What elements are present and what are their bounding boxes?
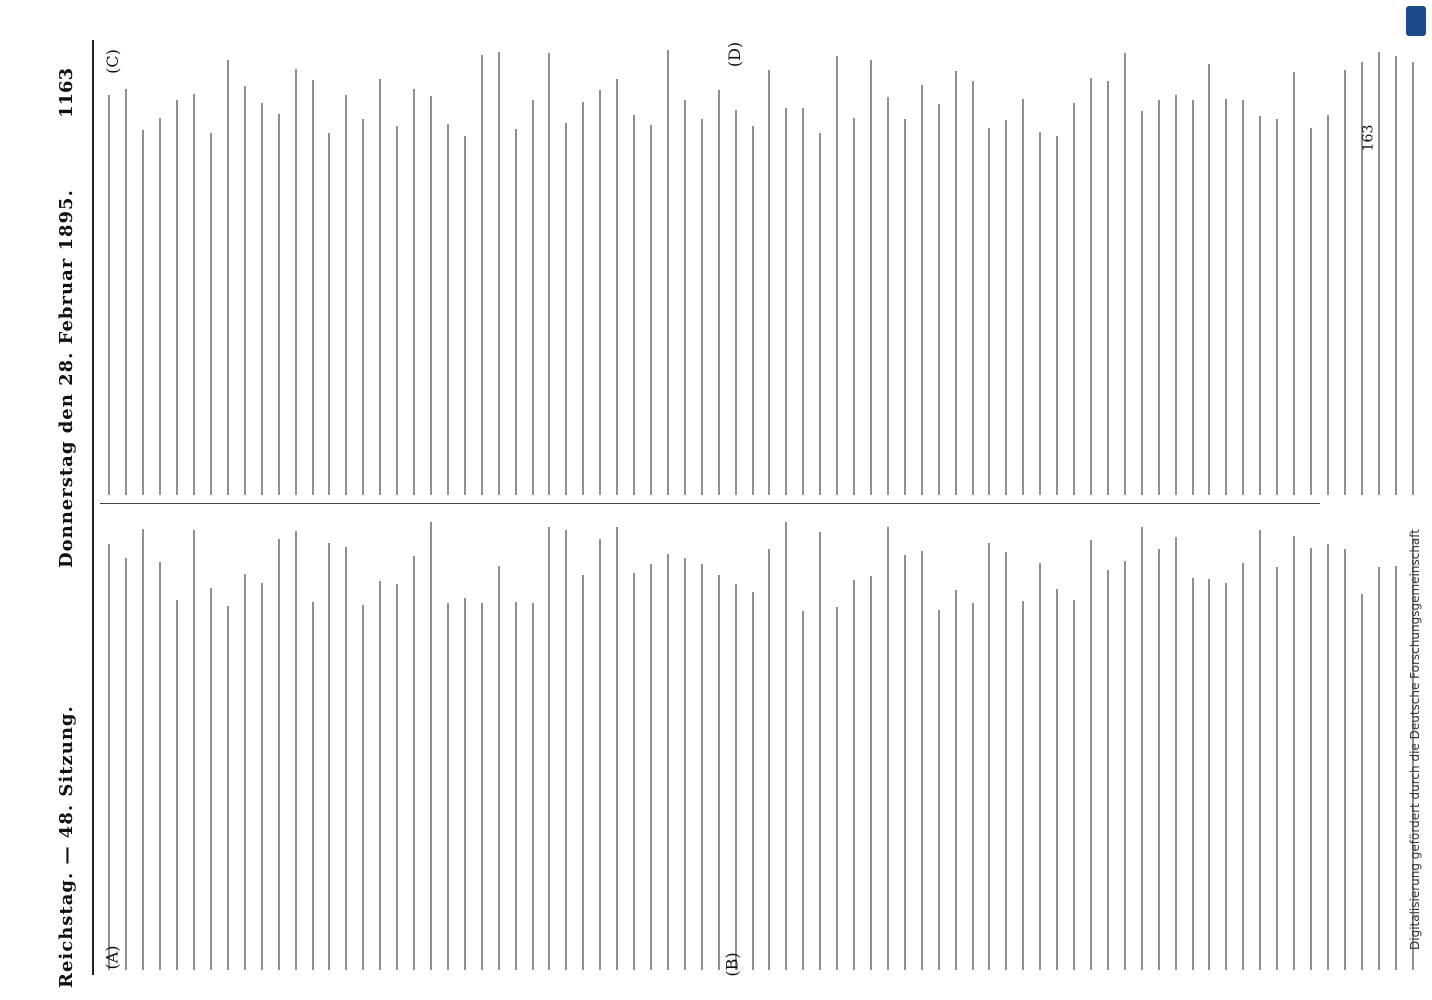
text-line [904, 119, 906, 495]
running-header [46, 28, 86, 988]
text-line [701, 119, 703, 495]
text-line [413, 89, 415, 495]
text-line [921, 551, 923, 970]
text-line [1259, 116, 1261, 495]
digitization-notice [1404, 30, 1428, 980]
text-line [1208, 579, 1210, 970]
text-line [1192, 100, 1194, 495]
text-line [1310, 548, 1312, 970]
text-line [328, 543, 330, 970]
text-line [853, 118, 855, 495]
text-line [548, 53, 550, 495]
text-line [464, 598, 466, 970]
text-line [1327, 544, 1329, 970]
text-line [752, 592, 754, 970]
text-line [565, 530, 567, 970]
margin-letter-d: (D) [725, 41, 745, 68]
text-line [548, 527, 550, 970]
text-line [616, 527, 618, 970]
text-line [447, 603, 449, 970]
text-line [1378, 52, 1380, 495]
text-line [159, 118, 161, 495]
text-line [1005, 552, 1007, 970]
text-line [1107, 570, 1109, 970]
text-line [921, 85, 923, 495]
text-line [227, 606, 229, 970]
text-line [498, 566, 500, 970]
text-line [193, 530, 195, 970]
text-line [1395, 56, 1397, 495]
text-line [261, 103, 263, 495]
text-line [1276, 119, 1278, 495]
header-date: Donnerstag den 28. Februar 1895. [56, 189, 77, 568]
text-line [718, 90, 720, 495]
text-line [972, 81, 974, 495]
text-line [142, 529, 144, 970]
text-line [1056, 136, 1058, 495]
text-line [1175, 537, 1177, 970]
text-line [1056, 589, 1058, 970]
page-number: 1163 [56, 67, 77, 118]
text-line [785, 522, 787, 970]
text-line [938, 104, 940, 495]
text-line [379, 79, 381, 495]
header-rule [92, 40, 94, 975]
header-session: Reichstag. — 48. Sitzung. [56, 705, 77, 988]
text-line [108, 95, 110, 495]
text-line [295, 69, 297, 495]
text-line [515, 129, 517, 495]
text-line [1039, 132, 1041, 495]
text-line [345, 547, 347, 970]
text-line [684, 100, 686, 495]
text-line [1293, 536, 1295, 970]
text-line [650, 125, 652, 495]
text-line [1124, 561, 1126, 970]
text-line [379, 581, 381, 970]
text-line [1242, 563, 1244, 970]
text-line [430, 522, 432, 970]
text-line [1293, 72, 1295, 495]
text-line [244, 86, 246, 495]
text-line [1005, 120, 1007, 495]
text-line [295, 531, 297, 970]
text-column-left [100, 510, 1420, 970]
text-line [938, 610, 940, 970]
text-line [447, 124, 449, 495]
margin-letter-c: (C) [102, 49, 122, 74]
text-line [870, 60, 872, 495]
text-line [362, 119, 364, 495]
text-line [498, 52, 500, 495]
text-line [345, 95, 347, 495]
text-line [1310, 128, 1312, 495]
text-line [1378, 567, 1380, 970]
text-line [1276, 567, 1278, 970]
text-line [312, 80, 314, 495]
text-line [227, 60, 229, 495]
text-line [955, 590, 957, 970]
text-line [1208, 64, 1210, 495]
text-line [887, 97, 889, 495]
text-line [972, 603, 974, 970]
text-line [1039, 563, 1041, 970]
text-line [1158, 549, 1160, 970]
text-line [802, 108, 804, 495]
margin-letter-a: (A) [102, 945, 122, 970]
text-line [193, 94, 195, 495]
text-line [667, 554, 669, 970]
text-line [176, 600, 178, 970]
text-line [1259, 530, 1261, 970]
digitization-text: Digitalisierung gefördert durch die Deutsche Forschungsgemeinschaft [1408, 528, 1422, 950]
text-line [362, 605, 364, 970]
text-line [396, 584, 398, 970]
text-line [125, 558, 127, 970]
text-line [684, 558, 686, 970]
text-line [481, 603, 483, 970]
text-line [785, 108, 787, 495]
text-line [176, 100, 178, 495]
text-line [988, 543, 990, 970]
text-line [887, 527, 889, 970]
text-line [599, 539, 601, 970]
text-line [244, 574, 246, 970]
text-line [667, 50, 669, 495]
text-line [802, 611, 804, 970]
text-line [1225, 583, 1227, 970]
text-line [1073, 103, 1075, 495]
text-line [1073, 600, 1075, 970]
text-line [532, 603, 534, 970]
text-line [1192, 578, 1194, 970]
text-line [278, 539, 280, 970]
text-line [1158, 100, 1160, 495]
text-line [532, 100, 534, 495]
text-line [1090, 78, 1092, 495]
text-line [633, 573, 635, 970]
text-line [430, 96, 432, 495]
text-line [1107, 81, 1109, 495]
text-line [159, 562, 161, 970]
text-line [1124, 53, 1126, 495]
text-line [565, 123, 567, 495]
text-line [735, 584, 737, 970]
text-line [1242, 100, 1244, 495]
text-line [481, 55, 483, 495]
text-line [464, 136, 466, 495]
text-line [701, 564, 703, 970]
text-line [1141, 527, 1143, 970]
text-line [735, 110, 737, 495]
text-line [853, 580, 855, 970]
text-line [396, 126, 398, 495]
footnote-marker: 163 [1360, 124, 1377, 152]
text-line [1090, 540, 1092, 970]
text-line [312, 602, 314, 970]
text-line [1361, 594, 1363, 970]
text-line [768, 549, 770, 970]
text-line [633, 115, 635, 495]
text-line [1344, 549, 1346, 970]
text-line [1395, 566, 1397, 970]
text-line [582, 102, 584, 495]
text-line [955, 71, 957, 495]
text-line [836, 607, 838, 970]
text-line [1327, 115, 1329, 495]
text-line [599, 90, 601, 495]
text-line [819, 133, 821, 495]
text-line [718, 575, 720, 970]
text-line [261, 583, 263, 970]
text-line [125, 89, 127, 495]
text-line [515, 602, 517, 970]
text-line [1344, 70, 1346, 495]
text-line [210, 133, 212, 495]
text-line [768, 70, 770, 495]
text-line [1175, 95, 1177, 495]
text-line [328, 133, 330, 495]
margin-letter-b: (B) [722, 952, 742, 977]
text-line [904, 555, 906, 970]
text-line [836, 56, 838, 495]
text-line [819, 532, 821, 970]
text-line [413, 556, 415, 970]
text-line [616, 79, 618, 495]
text-line [650, 564, 652, 970]
text-line [988, 128, 990, 495]
text-line [1141, 111, 1143, 495]
text-line [752, 126, 754, 495]
text-line [1022, 99, 1024, 495]
text-line [582, 575, 584, 970]
text-line [142, 130, 144, 495]
text-line [1225, 99, 1227, 495]
text-line [1022, 601, 1024, 970]
text-line [108, 544, 110, 970]
column-divider [100, 503, 1320, 504]
text-line [278, 114, 280, 495]
text-line [210, 588, 212, 970]
text-column-right [100, 40, 1420, 495]
text-line [870, 576, 872, 970]
